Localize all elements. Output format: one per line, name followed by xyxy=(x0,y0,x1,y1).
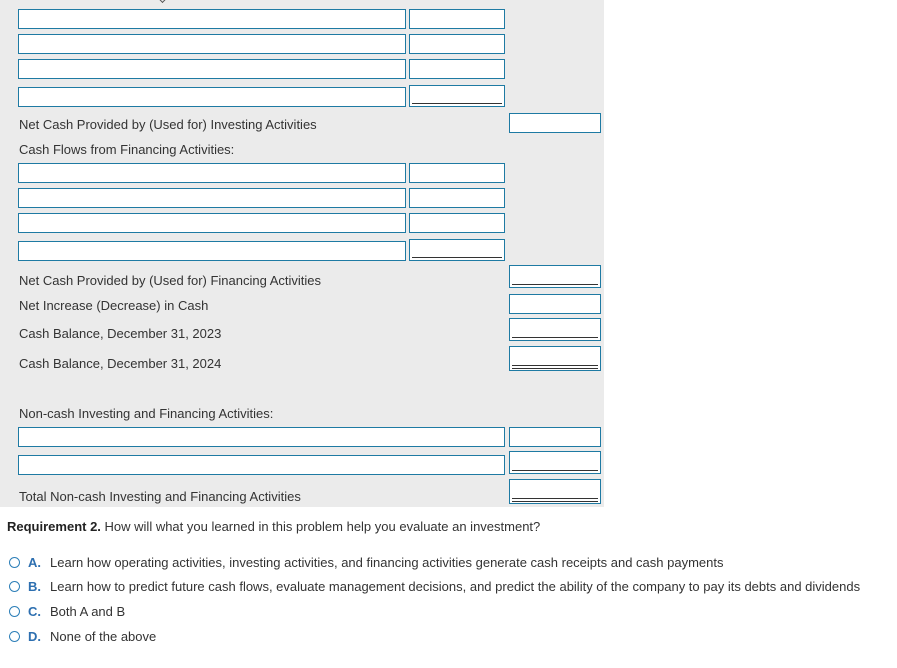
requirement-title: Requirement 2. xyxy=(7,519,101,534)
requirement-question xyxy=(7,519,540,534)
option-letter: A. xyxy=(28,554,41,570)
noncash-amount-input-2[interactable] xyxy=(509,451,601,474)
option-text: Both A and B xyxy=(50,603,126,619)
option-text: None of the above xyxy=(50,628,157,644)
investing-amount-input-1[interactable] xyxy=(409,9,505,29)
noncash-description-input-2[interactable] xyxy=(18,455,505,475)
option-d[interactable] xyxy=(9,627,156,645)
net-increase-input[interactable] xyxy=(509,294,601,314)
noncash-header: Non-cash Investing and Financing Activities: xyxy=(19,406,274,421)
financing-description-input-1[interactable] xyxy=(18,163,406,183)
noncash-total-label: Total Non-cash Investing and Financing Activities xyxy=(19,489,301,504)
option-letter: B. xyxy=(28,578,41,594)
net-financing-total-input[interactable] xyxy=(509,265,601,288)
net-investing-label: Net Cash Provided by (Used for) Investing Activities xyxy=(19,117,317,132)
financing-amount-input-4[interactable] xyxy=(409,239,505,261)
radio-icon[interactable] xyxy=(9,606,20,617)
net-increase-label: Net Increase (Decrease) in Cash xyxy=(19,298,209,313)
radio-icon[interactable] xyxy=(9,581,20,592)
option-a[interactable] xyxy=(9,553,724,571)
financing-description-input-2[interactable] xyxy=(18,188,406,208)
net-financing-label: Net Cash Provided by (Used for) Financing Activities xyxy=(19,273,322,288)
option-c[interactable] xyxy=(9,602,125,620)
investing-description-input-1[interactable] xyxy=(18,9,406,29)
radio-icon[interactable] xyxy=(9,557,20,568)
net-investing-total-input[interactable] xyxy=(509,113,601,133)
investing-amount-input-4[interactable] xyxy=(409,85,505,107)
radio-icon[interactable] xyxy=(9,631,20,642)
option-text: Learn how to predict future cash flows, evaluate management decisions, and predict the ability of the company to pay its debts and dividends xyxy=(50,578,861,594)
balance-2023-label: Cash Balance, December 31, 2023 xyxy=(19,326,222,341)
balance-2024-input[interactable] xyxy=(509,346,601,371)
financing-amount-input-1[interactable] xyxy=(409,163,505,183)
financing-amount-input-3[interactable] xyxy=(409,213,505,233)
investing-description-input-3[interactable] xyxy=(18,59,406,79)
noncash-total-input[interactable] xyxy=(509,479,601,504)
financing-amount-input-2[interactable] xyxy=(409,188,505,208)
option-letter: D. xyxy=(28,628,41,644)
investing-amount-input-3[interactable] xyxy=(409,59,505,79)
investing-description-input-4[interactable] xyxy=(18,87,406,107)
investing-amount-input-2[interactable] xyxy=(409,34,505,54)
financing-description-input-4[interactable] xyxy=(18,241,406,261)
balance-2023-input[interactable] xyxy=(509,318,601,341)
investing-description-input-2[interactable] xyxy=(18,34,406,54)
requirement-text: How will what you learned in this problem help you evaluate an investment? xyxy=(100,519,541,534)
financing-description-input-3[interactable] xyxy=(18,213,406,233)
noncash-description-input-1[interactable] xyxy=(18,427,505,447)
noncash-amount-input-1[interactable] xyxy=(509,427,601,447)
financing-header: Cash Flows from Financing Activities: xyxy=(19,142,235,157)
balance-2024-label: Cash Balance, December 31, 2024 xyxy=(19,356,222,371)
option-text: Learn how operating activities, investing activities, and financing activities generate cash receipts and cash payments xyxy=(50,554,724,570)
option-letter: C. xyxy=(28,603,41,619)
option-b[interactable] xyxy=(9,577,860,595)
